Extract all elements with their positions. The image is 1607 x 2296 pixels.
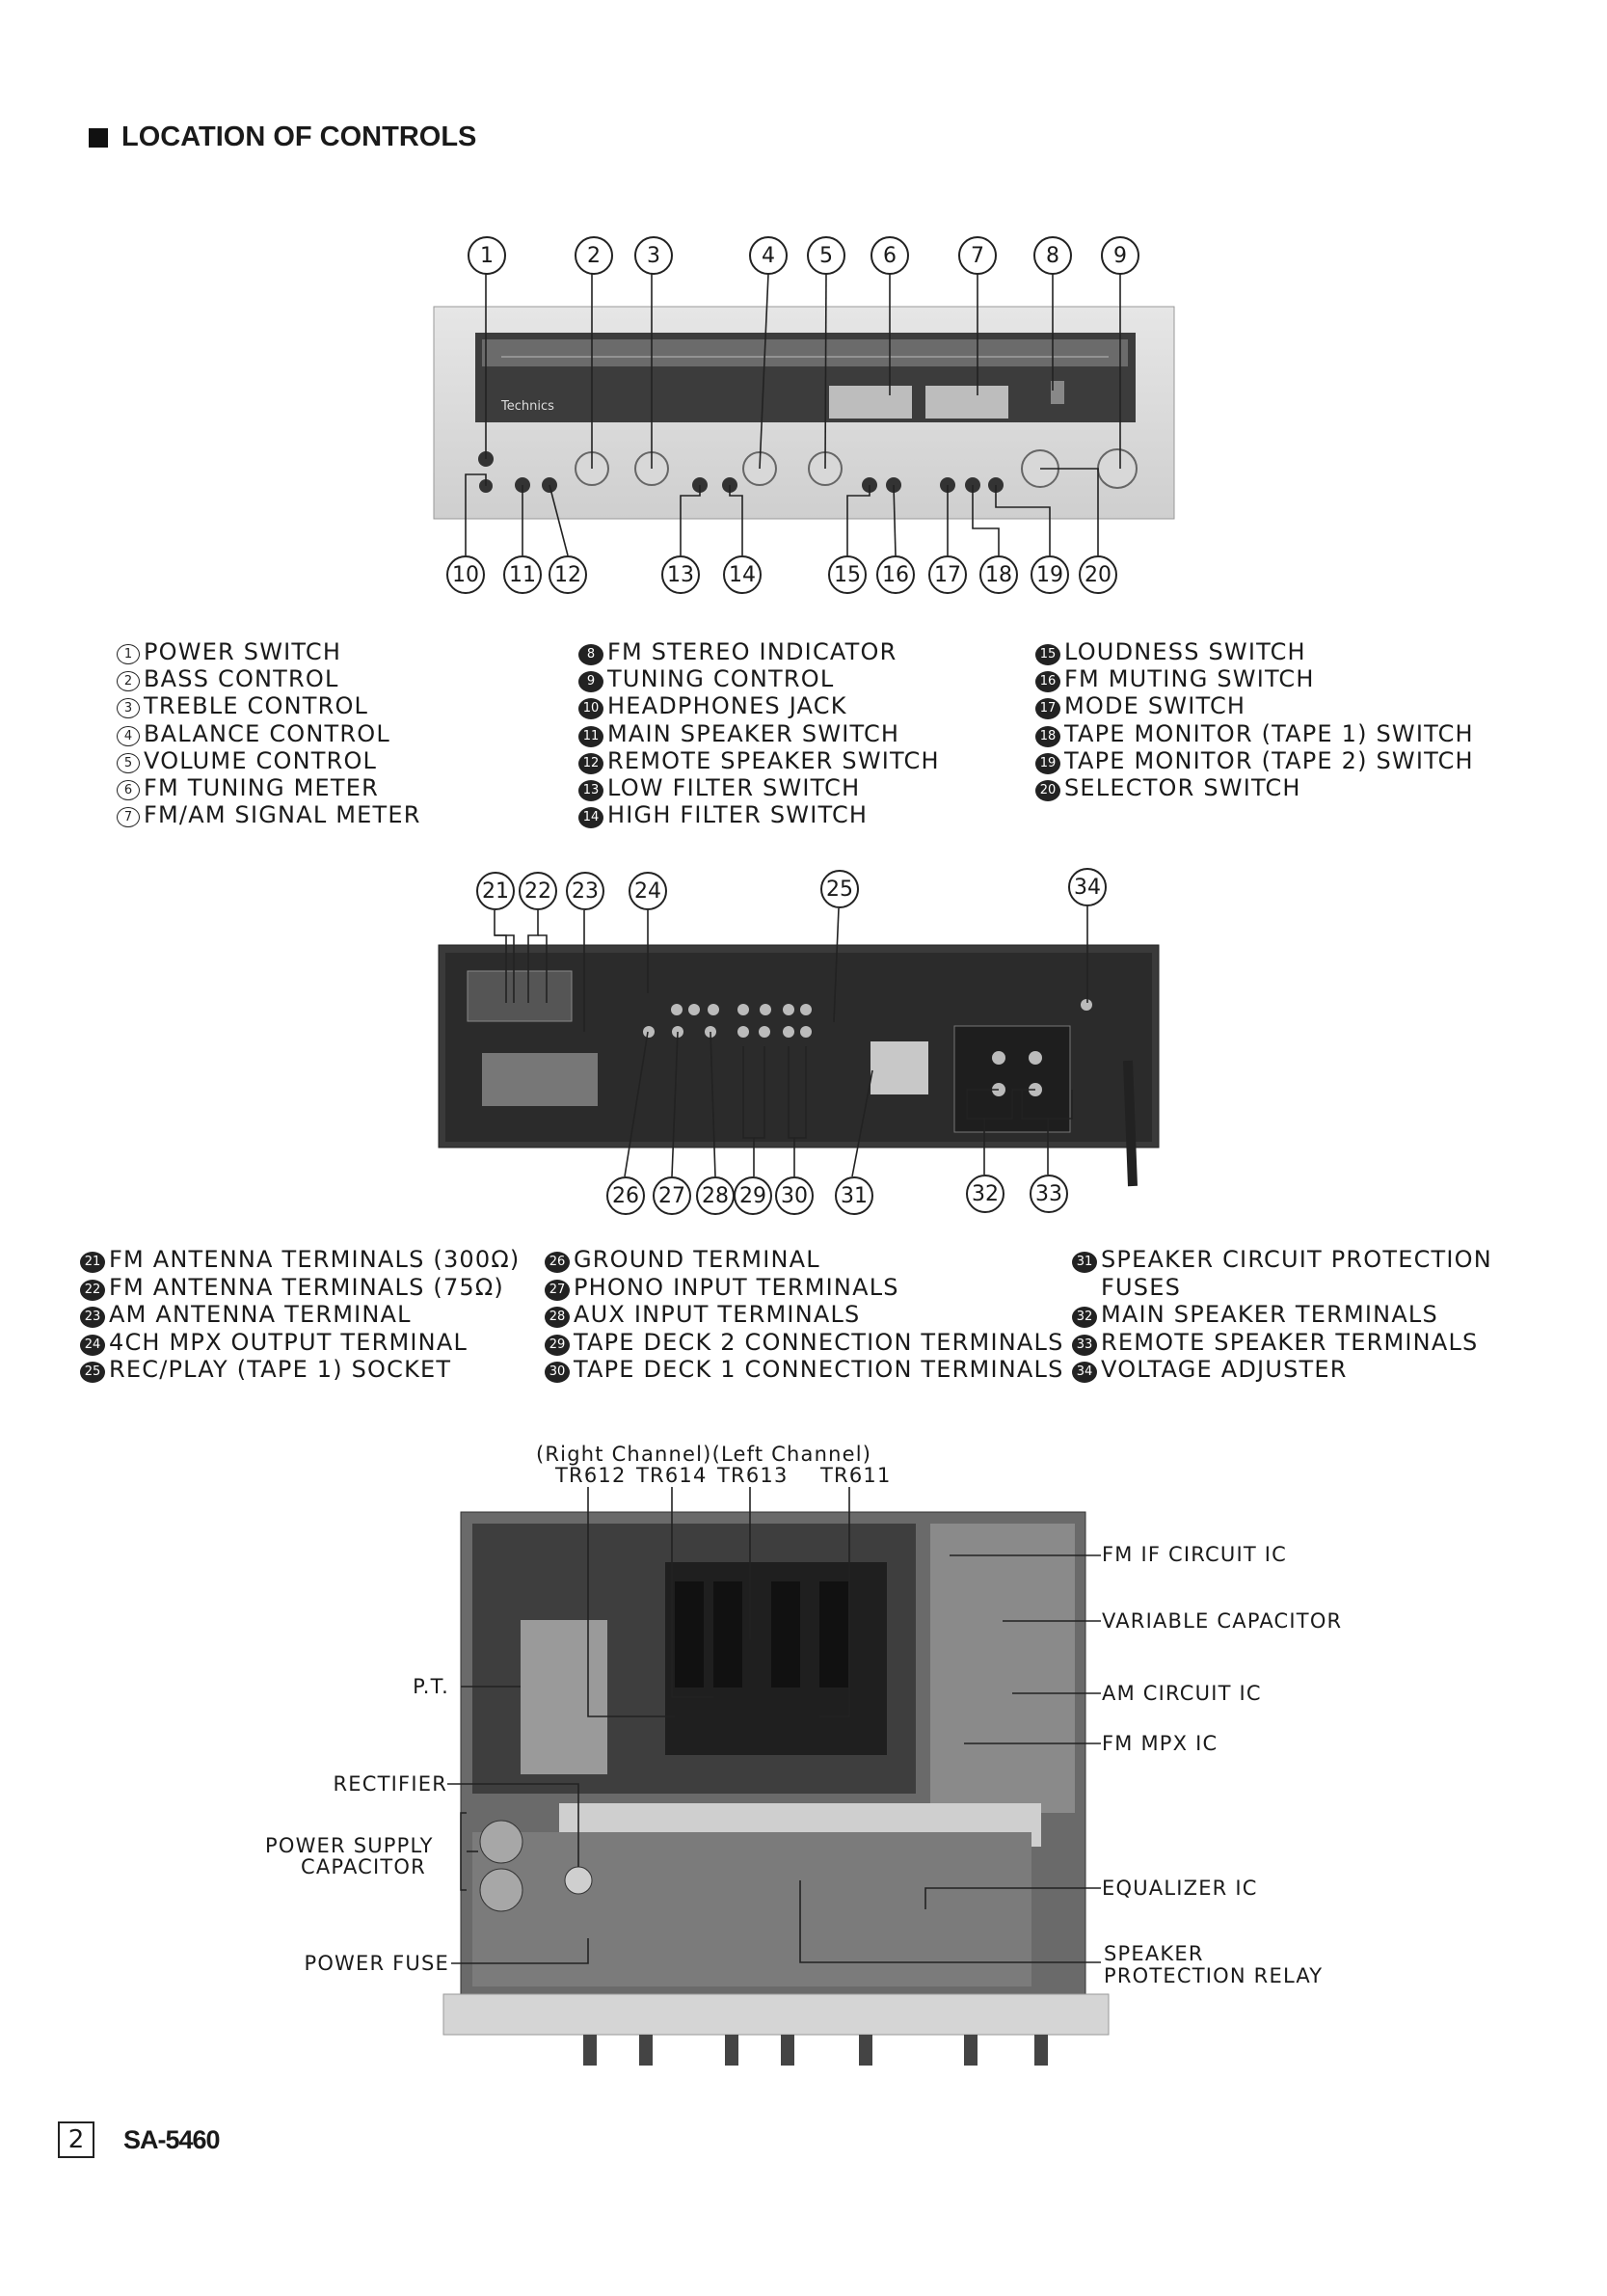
callout-27: 27 xyxy=(653,1176,691,1215)
power-fuse-label: POWER FUSE xyxy=(304,1952,449,1975)
callout-20: 20 xyxy=(1079,555,1117,594)
page-footer xyxy=(58,2121,220,2158)
legend-item: 13 LOW FILTER SWITCH xyxy=(578,774,940,801)
callout-4: 4 xyxy=(749,236,788,275)
callout-11: 11 xyxy=(503,555,542,594)
callout-13: 13 xyxy=(661,555,700,594)
callout-28: 28 xyxy=(696,1176,735,1215)
callout-6: 6 xyxy=(870,236,909,275)
legend-item: 20 SELECTOR SWITCH xyxy=(1035,774,1474,801)
front-brand-text: Technics xyxy=(501,399,554,414)
callout-1: 1 xyxy=(468,236,506,275)
page-number: 2 xyxy=(58,2121,94,2158)
callout-19: 19 xyxy=(1031,555,1069,594)
legend-item: 12 REMOTE SPEAKER SWITCH xyxy=(578,747,940,774)
tr611-label: TR611 xyxy=(820,1464,892,1487)
legend-item: 30 TAPE DECK 1 CONNECTION TERMINALS xyxy=(545,1356,1064,1384)
legend-item: 19 TAPE MONITOR (TAPE 2) SWITCH xyxy=(1035,747,1474,774)
legend-item: 28 AUX INPUT TERMINALS xyxy=(545,1301,1064,1329)
legend-item: 15 LOUDNESS SWITCH xyxy=(1035,638,1474,665)
protection-relay-label: PROTECTION RELAY xyxy=(1104,1964,1324,1987)
speaker-label: SPEAKER xyxy=(1104,1942,1204,1965)
callout-3: 3 xyxy=(634,236,673,275)
legend-item: 8 FM STEREO INDICATOR xyxy=(578,638,940,665)
callout-7: 7 xyxy=(958,236,997,275)
section-title: LOCATION OF CONTROLS xyxy=(89,122,476,153)
callout-12: 12 xyxy=(549,555,587,594)
callout-8: 8 xyxy=(1033,236,1072,275)
legend-item: 6 FM TUNING METER xyxy=(117,774,421,801)
legend-item: 5 VOLUME CONTROL xyxy=(117,747,421,774)
legend-item: 9 TUNING CONTROL xyxy=(578,665,940,692)
pt-label: P.T. xyxy=(413,1675,449,1698)
callout-29: 29 xyxy=(734,1176,772,1215)
legend-item: 27 PHONO INPUT TERMINALS xyxy=(545,1274,1064,1302)
legend-item: 3 TREBLE CONTROL xyxy=(117,692,421,719)
legend-item: 17 MODE SWITCH xyxy=(1035,692,1474,719)
fm-if-ic-label: FM IF CIRCUIT IC xyxy=(1102,1543,1288,1566)
tr612-label: TR612 xyxy=(555,1464,627,1487)
callout-18: 18 xyxy=(979,555,1018,594)
callout-16: 16 xyxy=(876,555,915,594)
legend-item: 25 REC/PLAY (TAPE 1) SOCKET xyxy=(80,1356,520,1384)
callout-14: 14 xyxy=(723,555,762,594)
callout-9: 9 xyxy=(1101,236,1139,275)
power-supply-label: POWER SUPPLY xyxy=(265,1834,434,1857)
am-circuit-ic-label: AM CIRCUIT IC xyxy=(1102,1682,1262,1705)
callout-22: 22 xyxy=(519,872,557,910)
callout-10: 10 xyxy=(446,555,485,594)
legend-item: 11 MAIN SPEAKER SWITCH xyxy=(578,720,940,747)
legend-item: 4 BALANCE CONTROL xyxy=(117,720,421,747)
callout-2: 2 xyxy=(575,236,613,275)
legend-item: 18 TAPE MONITOR (TAPE 1) SWITCH xyxy=(1035,720,1474,747)
legend-item: 7 FM/AM SIGNAL METER xyxy=(117,801,421,828)
equalizer-ic-label: EQUALIZER IC xyxy=(1102,1877,1258,1900)
callout-17: 17 xyxy=(928,555,967,594)
callout-23: 23 xyxy=(566,872,604,910)
legend-item: 32 MAIN SPEAKER TERMINALS xyxy=(1072,1301,1492,1329)
legend-item: 14 HIGH FILTER SWITCH xyxy=(578,801,940,828)
callout-32: 32 xyxy=(966,1175,1004,1213)
legend-item: 31 SPEAKER CIRCUIT PROTECTION xyxy=(1072,1246,1492,1274)
legend-item: 33 REMOTE SPEAKER TERMINALS xyxy=(1072,1329,1492,1357)
legend-item: 16 FM MUTING SWITCH xyxy=(1035,665,1474,692)
legend-item: 1 POWER SWITCH xyxy=(117,638,421,665)
legend-item: 21 FM ANTENNA TERMINALS (300Ω) xyxy=(80,1246,520,1274)
tr614-label: TR614 xyxy=(636,1464,708,1487)
callout-24: 24 xyxy=(629,872,667,910)
legend-item: 10 HEADPHONES JACK xyxy=(578,692,940,719)
callout-26: 26 xyxy=(606,1176,645,1215)
legend-item: 24 4CH MPX OUTPUT TERMINAL xyxy=(80,1329,520,1357)
callout-25: 25 xyxy=(820,870,859,908)
callout-31: 31 xyxy=(835,1176,873,1215)
legend-item: 2 BASS CONTROL xyxy=(117,665,421,692)
callout-15: 15 xyxy=(828,555,867,594)
callout-34: 34 xyxy=(1068,868,1107,906)
legend-item: 29 TAPE DECK 2 CONNECTION TERMINALS xyxy=(545,1329,1064,1357)
callout-21: 21 xyxy=(476,872,515,910)
callout-30: 30 xyxy=(775,1176,814,1215)
tr613-label: TR613 xyxy=(717,1464,789,1487)
legend-item: 22 FM ANTENNA TERMINALS (75Ω) xyxy=(80,1274,520,1302)
callout-33: 33 xyxy=(1030,1175,1068,1213)
legend-item: 34 VOLTAGE ADJUSTER xyxy=(1072,1356,1492,1384)
capacitor-label: CAPACITOR xyxy=(301,1855,426,1878)
callout-5: 5 xyxy=(807,236,845,275)
rectifier-label: RECTIFIER xyxy=(333,1772,447,1796)
variable-capacitor-label: VARIABLE CAPACITOR xyxy=(1102,1609,1343,1633)
fm-mpx-ic-label: FM MPX IC xyxy=(1102,1732,1219,1755)
legend-item: 23 AM ANTENNA TERMINAL xyxy=(80,1301,520,1329)
model-number: SA-5460 xyxy=(123,2124,220,2154)
channel-header: (Right Channel)(Left Channel) xyxy=(536,1443,872,1466)
legend-item: 26 GROUND TERMINAL xyxy=(545,1246,1064,1274)
legend-item: FUSES xyxy=(1101,1273,1182,1301)
